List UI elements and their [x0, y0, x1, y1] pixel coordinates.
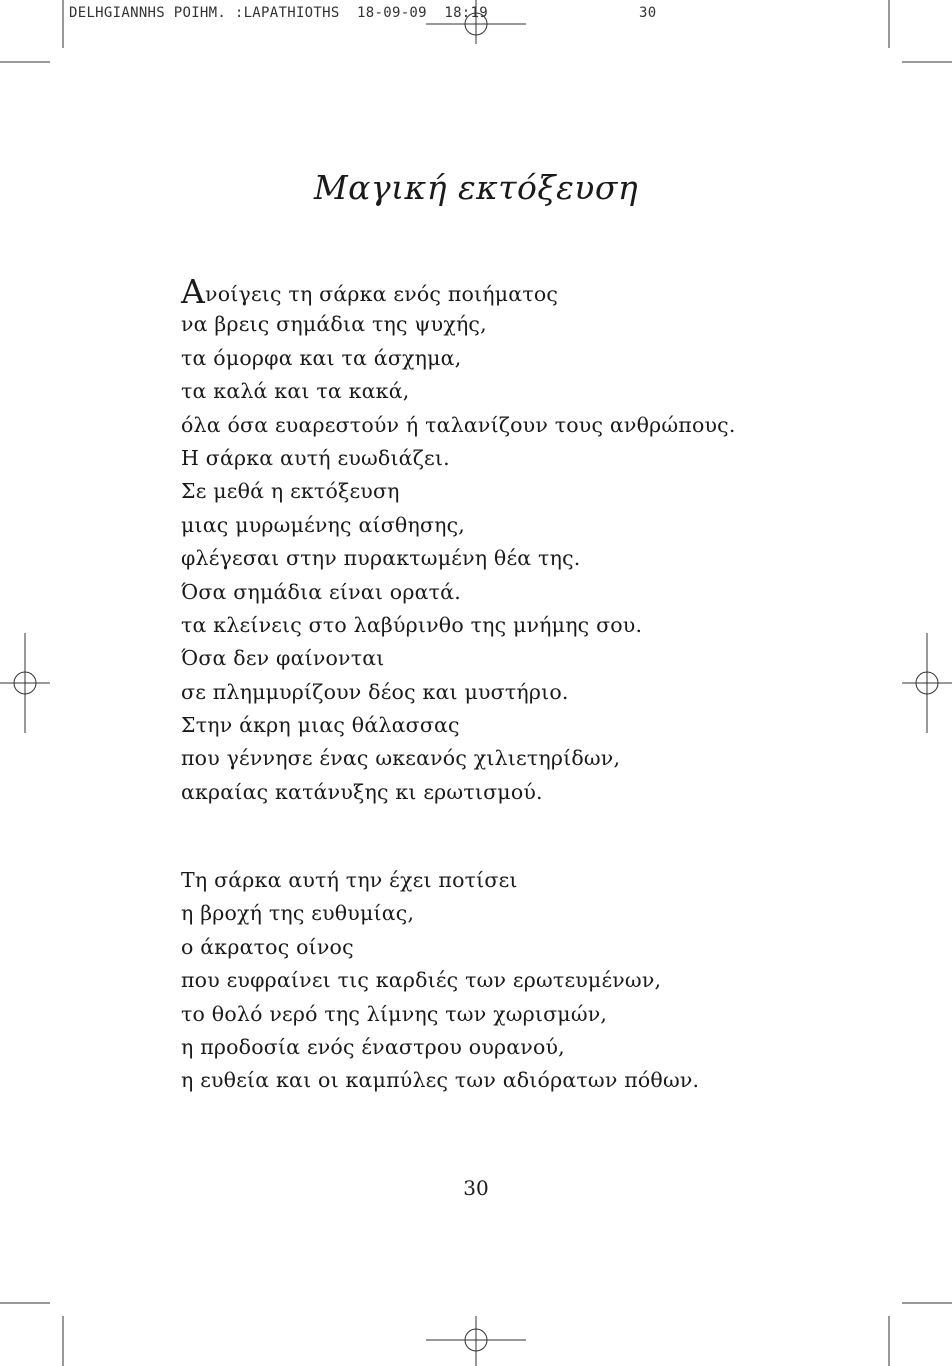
- stanza-2: [181, 864, 699, 1098]
- poem-line: Στην άκρη μιας θάλασσας: [181, 713, 460, 738]
- poem-line: [181, 272, 736, 311]
- poem-line: να βρεις σημάδια της ψυχής,: [181, 312, 487, 337]
- slug-text: DELHGIANNHS POIHM. :LAPATHIOTHS 18-09-09 18:19: [69, 5, 488, 21]
- poem-line: Η σάρκα αυτή ευωδιάζει.: [181, 445, 450, 470]
- poem-line: ο άκρατος οίνος: [181, 934, 354, 959]
- poem-line: που γέννησε ένας ωκεανός χιλιετηρίδων,: [181, 746, 621, 771]
- poem-line: τα όμορφα και τα άσχημα,: [181, 345, 462, 370]
- poem-line: μιας μυρωμένης αίσθησης,: [181, 512, 466, 537]
- poem-line: σε πλημμυρίζουν δέος και μυστήριο.: [181, 679, 569, 704]
- poem-line: Σε μεθά η εκτόξευση: [181, 479, 400, 504]
- poem-line: η βροχή της ευθυμίας,: [181, 901, 415, 926]
- drop-cap: Α: [181, 272, 206, 311]
- slug-page-number: 30: [639, 5, 657, 21]
- poem-line: η προδοσία ενός έναστρου ουρανού,: [181, 1034, 565, 1059]
- poem-line: τα καλά και τα κακά,: [181, 379, 410, 404]
- registration-target-right: [902, 633, 952, 733]
- registration-target-bottom: [426, 1316, 526, 1366]
- stanza-1: [181, 272, 736, 809]
- poem-title: Μαγική εκτόξευση: [313, 168, 639, 207]
- registration-target-left: [0, 633, 50, 733]
- poem-line: ακραίας κατάνυξης κι ερωτισμού.: [181, 779, 543, 804]
- poem-line: Όσα δεν φαίνονται: [181, 646, 385, 671]
- poem-line: Τη σάρκα αυτή την έχει ποτίσει: [181, 868, 518, 892]
- page-number: 30: [463, 1176, 489, 1200]
- poem-line-text: νοίγεις τη σάρκα ενός ποιήματος: [205, 282, 559, 306]
- poem-line: που ευφραίνει τις καρδιές των ερωτευμένων,: [181, 968, 662, 993]
- poem-line: η ευθεία και οι καμπύλες των αδιόρατων πόθων.: [181, 1068, 700, 1093]
- poem-line: Όσα σημάδια είναι ορατά.: [181, 579, 461, 604]
- poem-line: τα κλείνεις στο λαβύρινθο της μνήμης σου.: [181, 612, 643, 637]
- registration-target-top: [426, 0, 526, 44]
- poem-line: φλέγεσαι στην πυρακτωμένη θέα της.: [181, 546, 581, 571]
- poem-line: το θολό νερό της λίμνης των χωρισμών,: [181, 1001, 608, 1026]
- poem-line: όλα όσα ευαρεστούν ή ταλανίζουν τους ανθρώπους.: [181, 412, 736, 437]
